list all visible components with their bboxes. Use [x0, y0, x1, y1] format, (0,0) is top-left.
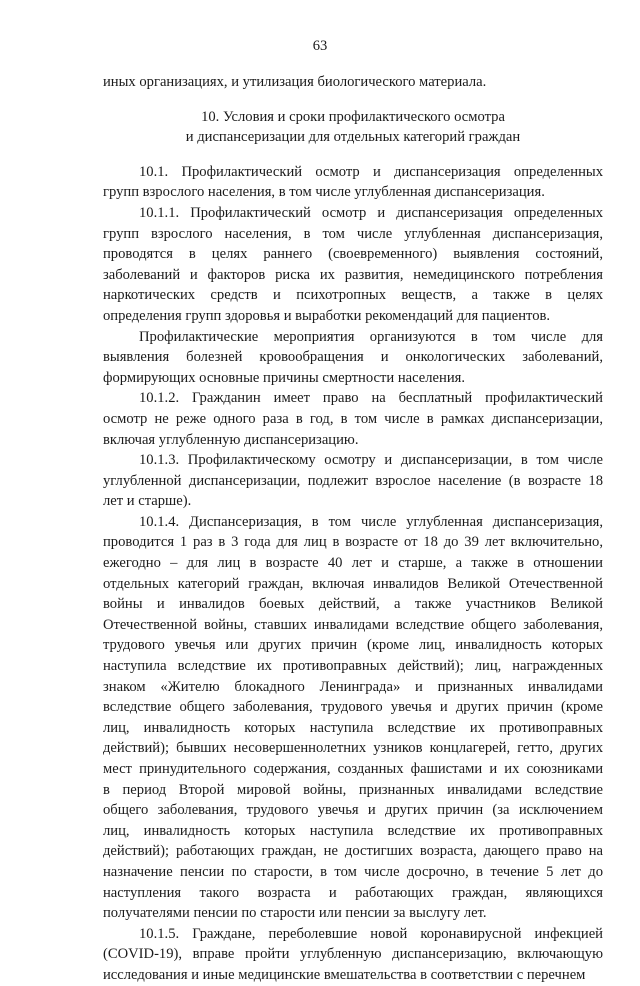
- document-body: [103, 72, 603, 986]
- paragraph-line: включая углубленную диспансеризацию.: [103, 431, 359, 448]
- paragraph-line: проводятся в целях раннего (своевременного) выявления состояний,: [103, 246, 603, 263]
- paragraph: [103, 512, 603, 924]
- paragraph-line: действий); работающих граждан, не достигших возраста, дающего право на: [103, 843, 603, 860]
- paragraphs: [103, 162, 603, 986]
- paragraph-line: углубленной диспансеризации, подлежит взрослое население (в возрасте 18: [103, 472, 603, 489]
- page-number: 63: [312, 38, 328, 54]
- paragraph-line: вследствие общего заболевания, трудового увечья и других причин (кроме: [103, 699, 603, 716]
- paragraph-line: в период Второй мировой войны, признанных инвалидами вследствие: [103, 781, 603, 798]
- continuation-line: иных организациях, и утилизация биологического материала.: [103, 74, 487, 90]
- paragraph-line: групп взрослого населения, в том числе углубленная диспансеризация,: [103, 225, 603, 242]
- spacer: [103, 93, 603, 107]
- paragraph: [103, 924, 603, 986]
- paragraph: [103, 450, 603, 512]
- paragraph-line: 10.1.4. Диспансеризация, в том числе углубленная диспансеризация,: [139, 513, 603, 530]
- paragraph-line: наркотических средств и психотропных веществ, а также в целях: [103, 287, 603, 304]
- paragraph-line: 10.1.5. Граждане, переболевшие новой коронавирусной инфекцией: [139, 925, 603, 942]
- paragraph-line: Отечественной войны, ставших инвалидами вследствие общего заболевания,: [103, 616, 603, 633]
- paragraph-line: лиц, инвалидность которых наступила вследствие их противоправных: [103, 822, 603, 839]
- paragraph: [103, 203, 603, 327]
- paragraph-line: назначение пенсии по старости, в том числе досрочно, в течение 5 лет до: [103, 863, 603, 880]
- paragraph-line: формирующих основные причины смертности населения.: [103, 369, 465, 386]
- paragraph-line: Профилактические мероприятия организуются в том числе для: [139, 328, 603, 345]
- paragraph-line: трудового увечья или других причин (кроме лиц, инвалидность которых: [103, 637, 603, 654]
- paragraph-line: общего заболевания, трудового увечья и других причин (за исключением: [103, 802, 603, 819]
- paragraph-line: 10.1.2. Гражданин имеет право на бесплатный профилактический: [139, 390, 603, 407]
- paragraph-line: осмотр не реже одного раза в год, в том числе в рамках диспансеризации,: [103, 410, 603, 427]
- paragraph-line: проводится 1 раз в 3 года для лиц в возрасте от 18 до 39 лет включительно,: [103, 534, 603, 551]
- section-heading-line-1: 10. Условия и сроки профилактического осмотра: [201, 108, 505, 125]
- paragraph-line: войны и инвалидов боевых действий, а также участников Великой: [103, 596, 603, 613]
- paragraph: [103, 327, 603, 389]
- paragraph-line: выявления болезней кровообращения и онкологических заболеваний,: [103, 349, 603, 366]
- paragraph-line: заболеваний и факторов риска их развития, немедицинского потребления: [103, 266, 603, 283]
- spacer: [103, 148, 603, 162]
- paragraph-line: групп взрослого населения, в том числе углубленная диспансеризация.: [103, 184, 545, 201]
- paragraph-line: лет и старше).: [103, 493, 192, 510]
- paragraph-line: мест принудительного содержания, созданных фашистами и их союзниками: [103, 761, 603, 777]
- paragraph-line: 10.1.3. Профилактическому осмотру и диспансеризации, в том числе: [139, 452, 603, 469]
- paragraph-line: исследования и иные медицинские вмешательства в соответствии с перечнем: [103, 966, 586, 983]
- paragraph-line: наступила вследствие их противоправных действий); лиц, награжденных: [103, 658, 603, 675]
- paragraph: [103, 162, 603, 203]
- paragraph-line: ежегодно – для лиц в возрасте 40 лет и старше, а также в отношении: [103, 555, 603, 572]
- paragraph-line: получателями пенсии по старости или пенсии за выслугу лет.: [103, 905, 487, 922]
- paragraph-line: 10.1.1. Профилактический осмотр и диспансеризация определенных: [139, 204, 603, 221]
- paragraph-line: знаком «Жителю блокадного Ленинграда» и признанных инвалидами: [103, 678, 603, 695]
- paragraph-line: наступления такого возраста и работающих граждан, являющихся: [103, 884, 603, 901]
- section-heading-line-2: и диспансеризации для отдельных категорий граждан: [185, 129, 521, 146]
- paragraph-line: (COVID-19), вправе пройти углубленную диспансеризацию, включающую: [103, 946, 603, 963]
- paragraph-line: лиц, инвалидность которых наступила вследствие их противоправных: [103, 719, 603, 736]
- paragraph-line: отдельных категорий граждан, включая инвалидов Великой Отечественной: [103, 575, 603, 592]
- paragraph-line: определения групп здоровья и выработки рекомендаций для пациентов.: [103, 307, 551, 324]
- paragraph-line: 10.1. Профилактический осмотр и диспансеризация определенных: [139, 163, 603, 180]
- paragraph-line: действий); бывших несовершеннолетних узников концлагерей, гетто, других: [103, 740, 603, 757]
- paragraph: [103, 388, 603, 450]
